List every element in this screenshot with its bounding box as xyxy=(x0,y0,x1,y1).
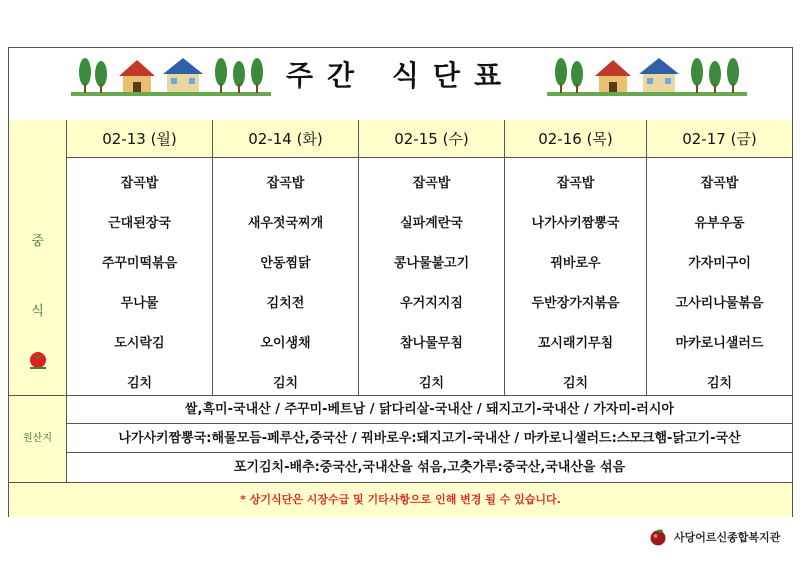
menu-sheet xyxy=(8,47,793,517)
meal-label-cell xyxy=(9,120,67,396)
page-title: 주간 식단표 xyxy=(286,59,515,92)
day-header-tue: 02-14 (화) xyxy=(213,120,359,158)
list-item: 참나물무침 xyxy=(400,336,463,351)
list-item: 유부우동 xyxy=(694,216,745,231)
origin-label: 원산지 xyxy=(9,396,67,482)
list-item: 안동찜닭 xyxy=(260,256,311,271)
brand-name: 사당어르신종합복지관 xyxy=(674,531,781,544)
menu-column-wed xyxy=(359,158,505,396)
meal-label-top: 중 xyxy=(31,234,44,249)
list-item: 나가사키짬뽕국 xyxy=(531,216,620,231)
list-item: 잡곡밥 xyxy=(700,176,739,191)
list-item: 김치 xyxy=(706,376,733,391)
menu-column-thu xyxy=(505,158,647,396)
list-item: 잡곡밥 xyxy=(556,176,595,191)
list-item: 잡곡밥 xyxy=(412,176,451,191)
list-item: 두반장가지볶음 xyxy=(531,296,620,311)
day-header-thu: 02-16 (목) xyxy=(505,120,647,158)
list-item: 김치 xyxy=(418,376,445,391)
menu-column-tue xyxy=(213,158,359,396)
meal-label-bottom: 식 xyxy=(31,304,44,319)
list-item: 잡곡밥 xyxy=(120,176,159,191)
origin-row-1: 쌀,흑미-국내산 / 주꾸미-베트남 / 닭다리살-국내산 / 돼지고기-국내산 / 가자미-러시아 xyxy=(67,396,792,424)
list-item: 실파계란국 xyxy=(400,216,463,231)
day-header-mon: 02-13 (월) xyxy=(67,120,213,158)
list-item: 김치 xyxy=(126,376,153,391)
list-item: 도시락김 xyxy=(114,336,165,351)
brand xyxy=(648,527,780,547)
list-item: 새우젓국찌개 xyxy=(247,216,324,231)
day-header-fri: 02-17 (금) xyxy=(647,120,792,158)
list-item: 김치 xyxy=(562,376,589,391)
list-item: 김치 xyxy=(272,376,299,391)
footer-note: * 상기식단은 시장수급 및 기타사항으로 인해 변경 될 수 있습니다. xyxy=(9,482,792,517)
list-item: 마카로니샐러드 xyxy=(675,336,764,351)
tomato-icon xyxy=(27,348,49,370)
menu-column-fri xyxy=(647,158,792,396)
apple-logo-icon xyxy=(648,527,668,547)
list-item: 근대된장국 xyxy=(108,216,171,231)
list-item: 꿔바로우 xyxy=(550,256,601,271)
day-header-wed: 02-15 (수) xyxy=(359,120,505,158)
menu-column-mon xyxy=(67,158,213,396)
list-item: 주꾸미떡볶음 xyxy=(101,256,178,271)
list-item: 김치전 xyxy=(266,296,305,311)
list-item: 우거지지짐 xyxy=(400,296,463,311)
origin-row-2: 나가사키짬뽕국:해물모듬-페루산,중국산 / 꿔바로우:돼지고기-국내산 / 마카로니샐러드:스모크햄-닭고기-국산 xyxy=(67,424,792,453)
list-item: 오이생채 xyxy=(260,336,311,351)
list-item: 꼬시래기무침 xyxy=(537,336,614,351)
list-item: 가자미구이 xyxy=(688,256,751,271)
list-item: 콩나물불고기 xyxy=(393,256,470,271)
list-item: 잡곡밥 xyxy=(266,176,305,191)
list-item: 무나물 xyxy=(120,296,159,311)
title-row xyxy=(9,48,792,121)
list-item: 고사리나물볶음 xyxy=(675,296,764,311)
origin-row-3: 포기김치-배추:중국산,국내산을 섞음,고춧가루:중국산,국내산을 섞음 xyxy=(233,460,626,475)
house-tree-decoration-right-icon xyxy=(547,54,747,98)
